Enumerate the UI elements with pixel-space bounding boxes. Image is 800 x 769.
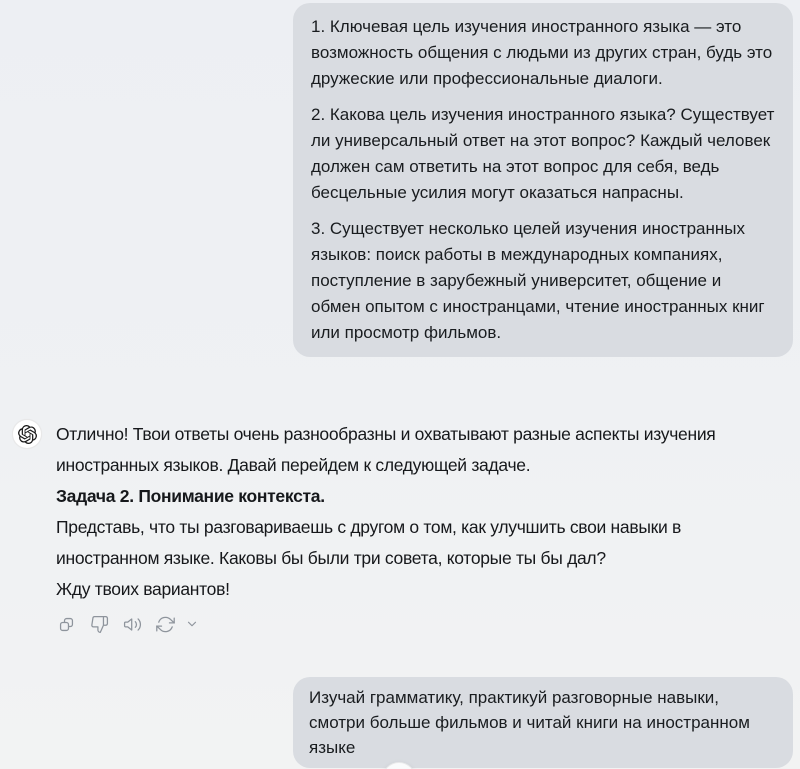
assistant-message (12, 419, 782, 634)
assistant-intro: Отлично! Твои ответы очень разнообразны и охватывают разные аспекты изучения иностранных языков. Давай перейдем к следующей задаче. (56, 424, 716, 475)
user-paragraph-1: 1. Ключевая цель изучения иностранного языка — это возможность общения с людьми из других стран, будь это дружеские или профессиональные диалоги. (311, 17, 773, 88)
thumbs-down-icon (90, 615, 109, 634)
user-reply-text: Изучай грамматику, практикуй разговорные навыки, смотри больше фильмов и читай книги на иностранном языке (309, 688, 750, 757)
user-paragraph-3: 3. Существует несколько целей изучения иностранных языков: поиск работы в международных компаниях, поступление в зарубежный университет, общение и обмен опытом с иностранцами, чтение иностранных книг или просмотр фильмов. (311, 219, 765, 342)
openai-logo-icon (18, 425, 37, 444)
chatgpt-avatar (12, 419, 42, 449)
regenerate-icon (156, 615, 175, 634)
assistant-task-body: Представь, что ты разговариваешь с другом о том, как улучшить свои навыки в иностранном языке. Каковы бы были три совета, которые ты бы дал? (56, 517, 682, 568)
speaker-icon (123, 615, 142, 634)
regenerate-button[interactable] (155, 614, 175, 634)
assistant-task-title: Задача 2. Понимание контекста. (56, 486, 325, 506)
message-actions (56, 614, 782, 634)
copy-icon (57, 615, 76, 634)
copy-button[interactable] (56, 614, 76, 634)
thumbs-down-button[interactable] (89, 614, 109, 634)
model-options-button[interactable] (184, 614, 199, 634)
user-paragraph-2: 2. Какова цель изучения иностранного языка? Существует ли универсальный ответ на этот вопрос? Каждый человек должен сам ответить на этот вопрос для себя, ведь бесцельные усилия могут оказаться напрасны. (311, 105, 775, 202)
assistant-closing: Жду твоих вариантов! (56, 579, 230, 599)
user-message-bubble-bottom (293, 677, 793, 768)
user-message-bubble-top (293, 3, 793, 357)
assistant-message-text (56, 419, 782, 634)
read-aloud-button[interactable] (122, 614, 142, 634)
chevron-down-icon (185, 617, 199, 631)
